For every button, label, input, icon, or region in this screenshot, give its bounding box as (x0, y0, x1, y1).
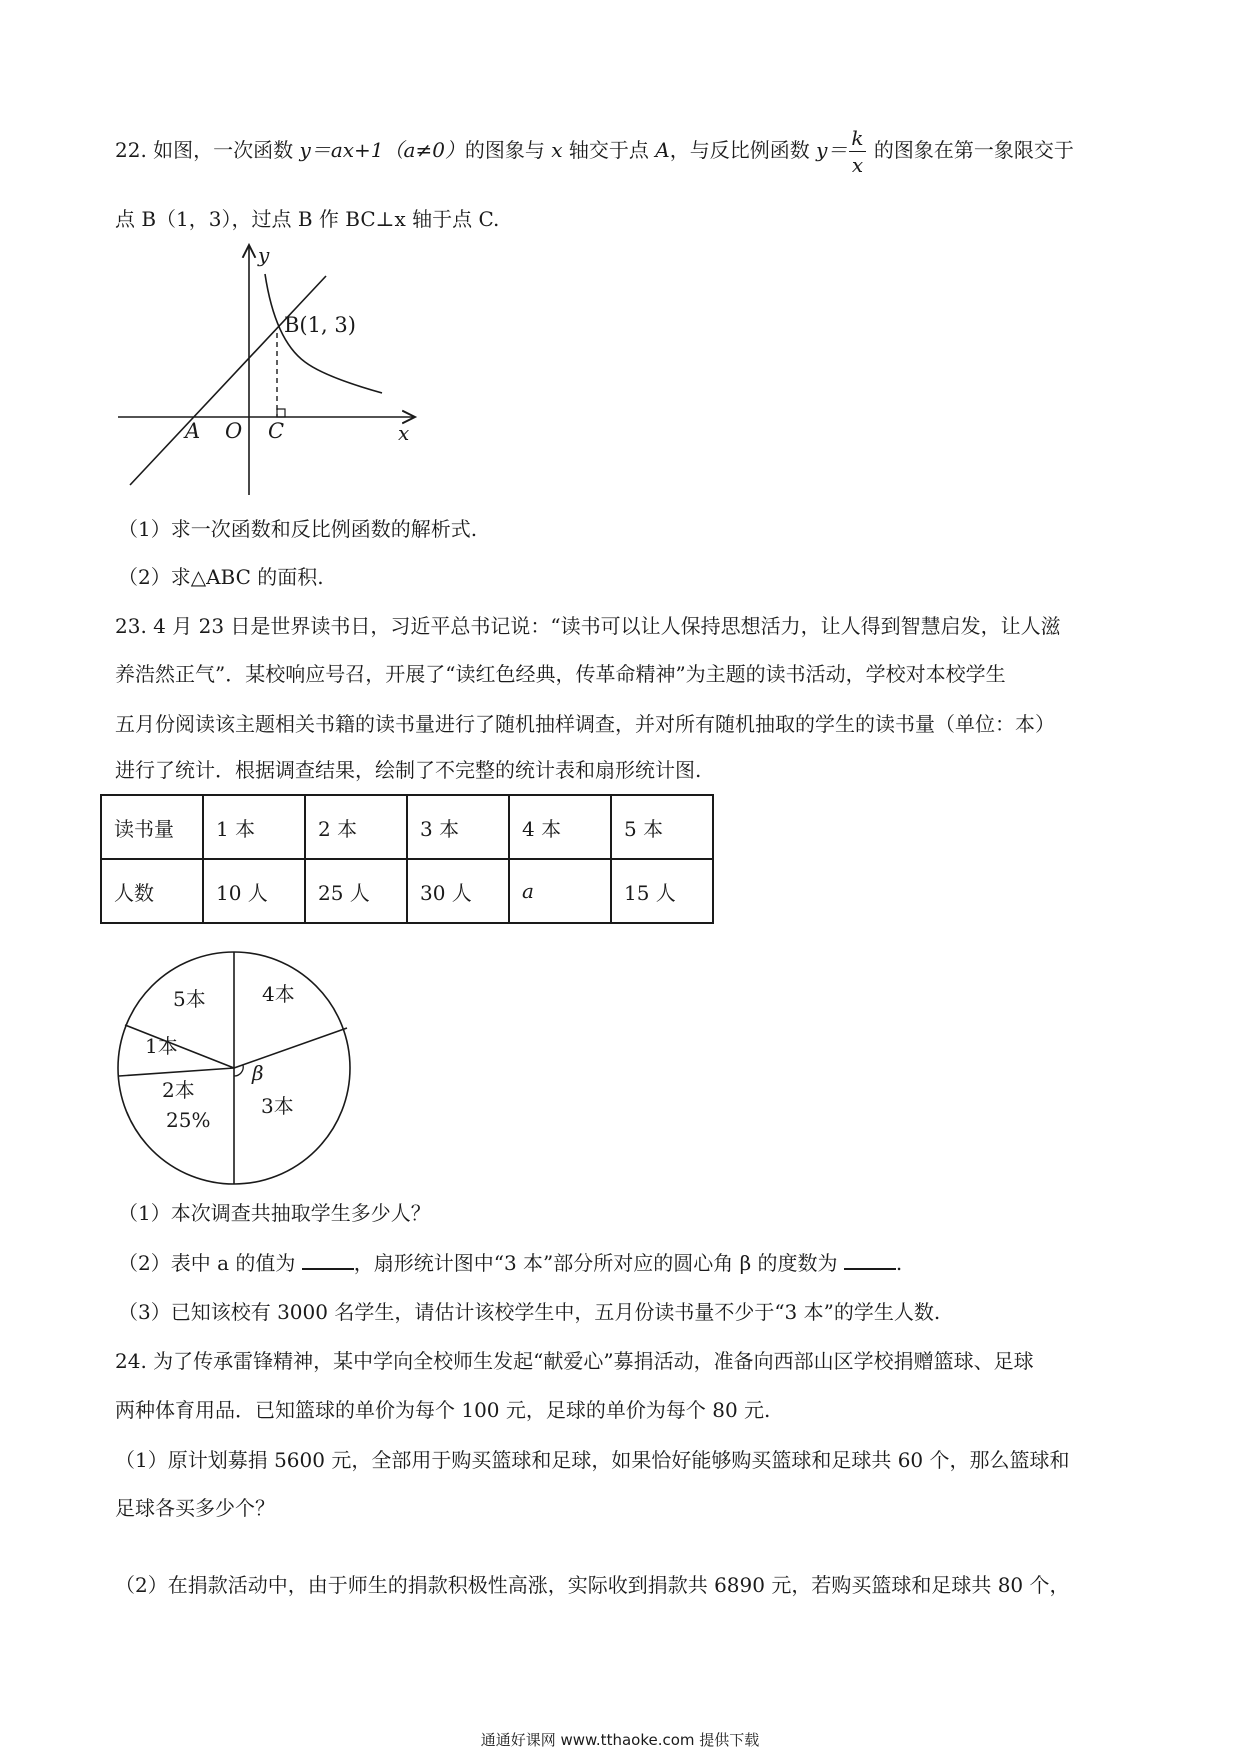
table-cell: 1 本 (203, 795, 305, 859)
pie-label-beta: β (252, 1061, 264, 1085)
table-cell: 10 人 (203, 859, 305, 923)
table-cell: 3 本 (407, 795, 509, 859)
q24-sub-2: （2）在捐款活动中，由于师生的捐款积极性高涨，实际收到捐款共 6890 元，若购买篮球和足球共 80 个， (115, 1573, 1070, 1597)
q24-para-1: 24. 为了传承雷锋精神，某中学向全校师生发起“献爱心”募捐活动，准备向西部山区学校捐赠篮球、足球 (115, 1349, 1034, 1373)
q22-sub-2: （2）求△ABC 的面积. (118, 565, 324, 589)
table-cell: 25 人 (305, 859, 407, 923)
q22-text-i: 的图象在第一象限交于 (867, 138, 1074, 162)
table-cell: 30 人 (407, 859, 509, 923)
pie-label-1: 1本 (145, 1034, 178, 1058)
q22-x-var: x (551, 138, 563, 162)
q22-text-c: 的图象与 (464, 138, 552, 162)
origin-label: O (225, 419, 243, 443)
q22-fraction (849, 128, 865, 175)
q22-graph (110, 240, 440, 500)
point-a-label: A (185, 419, 201, 443)
q23-sub-3: （3）已知该校有 3000 名学生，请估计该校学生中，五月份读书量不少于“3 本”的学生人数. (118, 1300, 941, 1324)
q22-sub-1: （1）求一次函数和反比例函数的解析式. (118, 517, 478, 541)
answer-blank-a (302, 1248, 354, 1270)
table-cell: a (509, 859, 611, 923)
q24-sub-1a: （1）原计划募捐 5600 元，全部用于购买篮球和足球，如果恰好能够购买篮球和足球共 60 个，那么篮球和 (115, 1448, 1070, 1472)
pie-chart (105, 940, 365, 1200)
q23-para-3: 五月份阅读该主题相关书籍的读书量进行了随机抽样调查，并对所有随机抽取的学生的读书量（单位：本） (115, 712, 1055, 736)
q22-point-a: A (655, 138, 670, 162)
linear-function-line (130, 276, 326, 485)
pie-divider (125, 1025, 234, 1068)
q24-para-2: 两种体育用品．已知篮球的单价为每个 100 元，足球的单价为每个 80 元. (115, 1398, 771, 1422)
page-footer: 通通好课网 www.tthaoke.com 提供下载 (480, 1731, 760, 1749)
q23-sub-2 (118, 1248, 902, 1277)
q24-sub-1b: 足球各买多少个？ (115, 1496, 275, 1520)
table-row (101, 859, 713, 923)
q23-sub-2-text-b: ，扇形统计图中“3 本”部分所对应的圆心角 β 的度数为 (353, 1251, 844, 1275)
q23-sub-2-text-a: （2）表中 a 的值为 (118, 1251, 302, 1275)
fraction-numerator: k (851, 126, 864, 150)
table-cell: 2 本 (305, 795, 407, 859)
q22-line-2: 点 B（1，3），过点 B 作 BC⊥x 轴于点 C. (115, 207, 500, 231)
pie-label-3: 3本 (261, 1094, 294, 1118)
y-axis-label: y (258, 243, 270, 267)
table-cell: 4 本 (509, 795, 611, 859)
table-row (101, 795, 713, 859)
q23-sub-1: （1）本次调查共抽取学生多少人？ (118, 1201, 431, 1225)
table-cell: 15 人 (611, 859, 713, 923)
table-cell: 人数 (101, 859, 203, 923)
q23-para-4: 进行了统计．根据调查结果，绘制了不完整的统计表和扇形统计图. (115, 758, 702, 782)
pie-label-2: 2本 (162, 1078, 195, 1102)
pie-label-4: 4本 (262, 982, 295, 1006)
q23-para-1: 23. 4 月 23 日是世界读书日，习近平总书记说：“读书可以让人保持思想活力，让人得到智慧启发，让人滋 (115, 614, 1061, 638)
q22-text-e: 轴交于点 (562, 138, 656, 162)
q22-linear-func: y＝ax+1（a≠0） (299, 138, 465, 162)
table-cell: 5 本 (611, 795, 713, 859)
q22-line-1 (115, 128, 1074, 175)
q22-y-eq: y＝ (816, 138, 848, 162)
answer-blank-beta (844, 1248, 896, 1270)
q23-sub-2-text-c: . (895, 1251, 903, 1275)
reading-stats-table (100, 794, 714, 924)
pie-divider (234, 1028, 347, 1068)
x-axis-label: x (398, 421, 410, 445)
fraction-denominator: x (851, 153, 864, 177)
q22-text-g: ，与反比例函数 (669, 138, 817, 162)
point-b-label: B(1, 3) (284, 313, 356, 337)
right-angle-mark (277, 409, 285, 417)
q23-para-2: 养浩然正气”．某校响应号召，开展了“读红色经典，传革命精神”为主题的读书活动，学校对本校学生 (115, 662, 1006, 686)
pie-label-percent: 25% (166, 1108, 211, 1132)
point-c-label: C (268, 419, 285, 443)
table-cell: 读书量 (101, 795, 203, 859)
pie-divider (119, 1068, 234, 1076)
pie-label-5: 5本 (173, 987, 206, 1011)
q22-text-a: 22. 如图，一次函数 (115, 138, 300, 162)
